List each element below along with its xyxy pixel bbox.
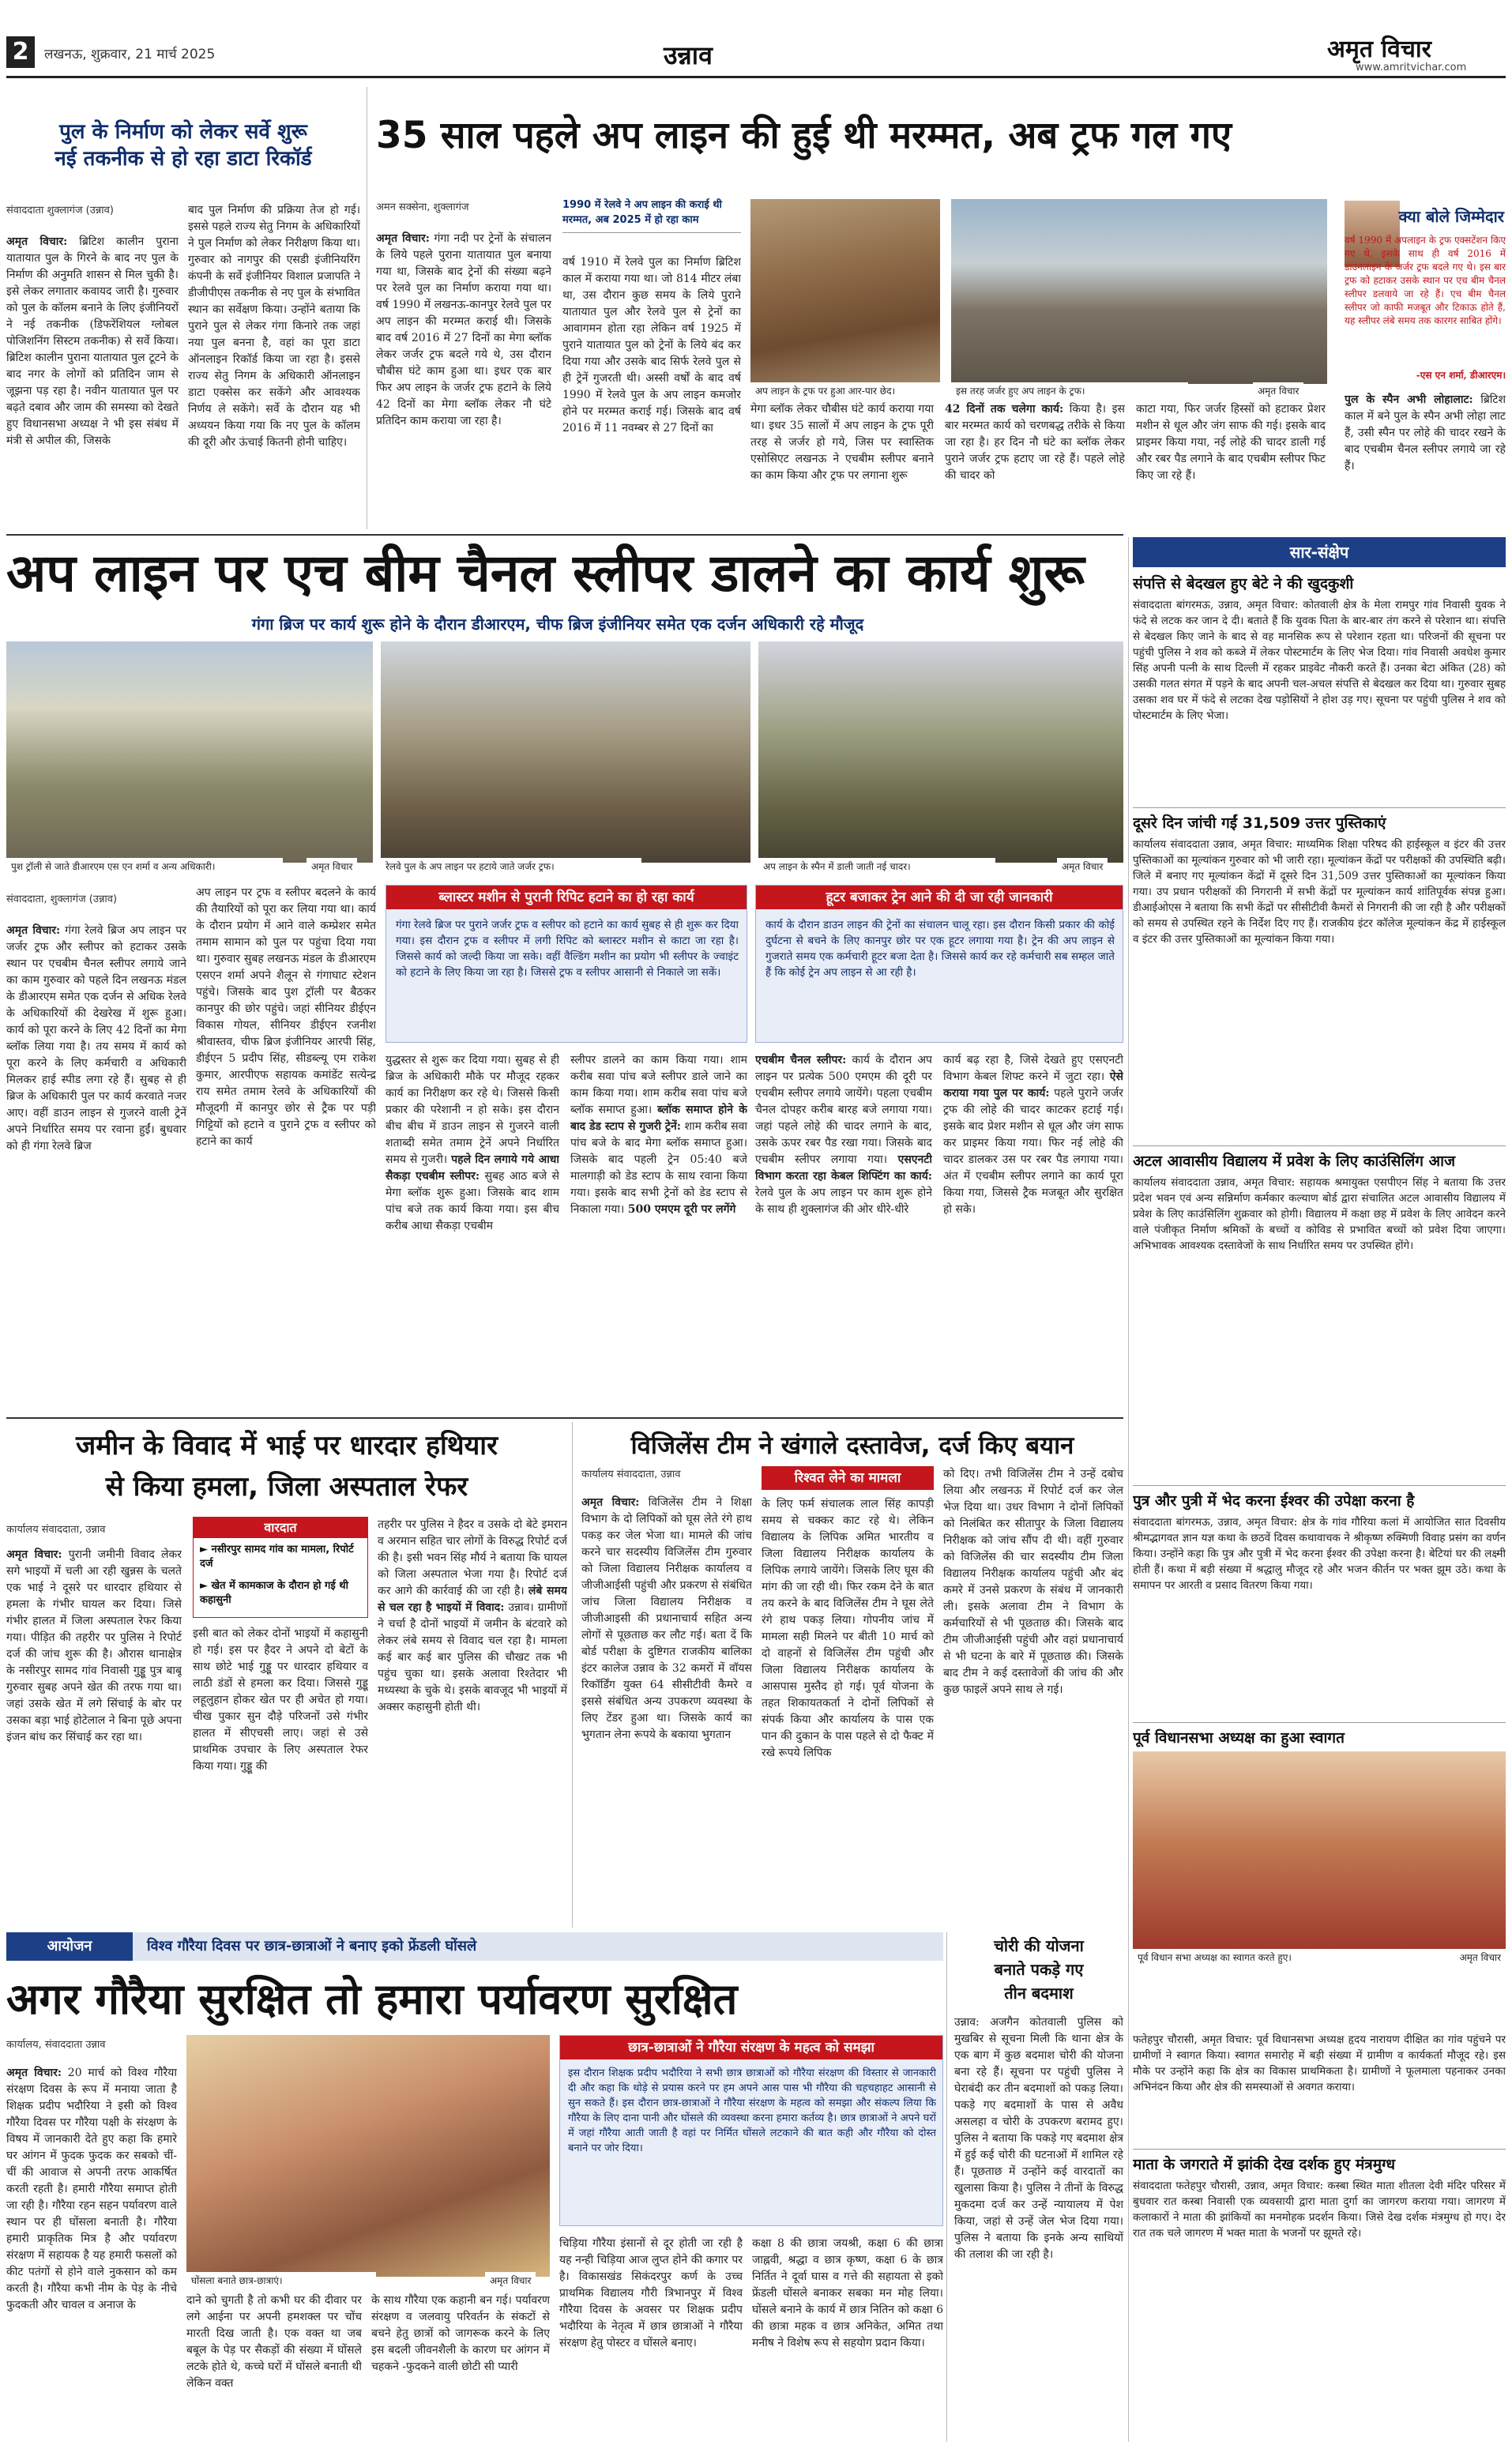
subhead: ब्लॉक समाप्त होने के बाद डेड स्टाप से गुजरी ट्रेनें: — [570, 1104, 747, 1133]
website: www.amritvichar.com — [1356, 62, 1467, 73]
subhead: गंगा ब्रिज पर कार्य शुरू होने के दौरान डीआरएम, चीफ ब्रिज इंजीनियर समेत एक दर्जन अधिकारी रहे मौजूद — [251, 615, 864, 634]
dateline: अमृत विचार: — [6, 924, 61, 937]
column-1 — [6, 1547, 182, 1926]
paragraph: तहरीर पर पुलिस ने हैदर व उसके दो बेटे इमरान व अरमान सहित चार लोगों के विरुद्ध रिपोर्ट दर्ज की है। इसी भवन सिंह मौर्य ने बताया कि घायल को जिला अस्पताल भेजा गया है। रिपोर्ट दर्ज कर आगे की कार्रवाई की जा रही है। — [378, 1518, 567, 1597]
brief-item-text — [1133, 2032, 1506, 2142]
story-vigilance — [581, 1422, 1123, 1928]
headline-line1: जमीन के विवाद में भाई पर धारदार हथियार — [75, 1430, 498, 1461]
photo-caption: पूर्व विधान सभा अध्यक्ष का स्वागत करते हुए। — [1133, 1949, 1296, 1965]
headline — [6, 1425, 567, 1507]
brief-headline: अटल आवासीय विद्यालय में प्रवेश के लिए काउंसिलिंग आज — [1133, 1153, 1456, 1170]
paragraph: ब्रिटिश कालीन पुराना यातायात पुल के गिरने के बाद नए पुल के निर्माण की अनुमति शासन से मिल चुकी है। इसे लेकर लगातार कवायद जारी है। गुरुवार को पुल के कॉलम बनाने के लिए इंजीनियरों ने नई तकनीक (डिफरेंशियल ग्लोबल पोजिशनिंग सिस्टम तकनीक) से सर्वे किया। ब्रिटिश कालीन पुराना यातायात पुल टूटने के बाद नगर के लोगों को प्रतिदिन जाम से जूझना पड़ रहा है। नवीन यातायात पुल पर बढ़ते दबाव और जाम की समस्या को देखते हुए विधानसभा अध्यक्ष ने भी इस संबंध में मंत्री से अपील की, जिसके — [6, 235, 179, 447]
byline: कार्यालय, संवाददाता उन्नाव — [6, 2039, 106, 2051]
paragraph: औरास थानाक्षेत्र के नसीरपुर सामद गांव निवासी गुड्डू पुत्र बाबू गुरुवार सुबह अपने खेत की तरफ गया था। जहां उसके खेत में लगे सिंचाई के बोर पर उसका बड़ा भाई होटेलाल ने बिना पूछे अपना इंजन बांध कर सिंचाई कर रहा था। — [6, 1648, 182, 1743]
subhead: लंबे समय से चल रहा है भाइयों में विवाद: — [378, 1585, 567, 1614]
info-box-hooter — [755, 885, 1123, 1043]
brand-logo: अमृत विचार — [1327, 36, 1431, 63]
box-title: हूटर बजाकर ट्रेन आने की दी जा रही जानकारी — [756, 886, 1123, 909]
photo-damaged-trough — [951, 199, 1327, 384]
box-title: छात्र-छात्राओं ने गौरैया संरक्षण के महत्व को समझा — [560, 2036, 942, 2059]
paragraph: गंगा रेलवे ब्रिज अप लाइन पर जर्जर ट्रफ और स्लीपर को हटाकर उसके स्थान पर एचबीम चैनल स्लीपर लगाये जाने का काम गुरुवार को पहले दिन लखनऊ मंडल के डीआरएम समेत एक दर्जन से अधिक रेलवे के अधिकारियों की देखरेख में शुरू हुआ। कार्य को पूरा करने के लिए 42 दिनों का मेगा ब्लॉक लिया गया है। तय समय में कार्य को पूरा करने के लिए कर्मचारी व अधिकारी मिलकर हाई स्पीड लगा रहे हैं। सुबह से ही ब्रिज के अधिकारी पुल पर कार्य करवाते नजर आए। वहीं डाउन लाइन से गुजरने वाली ट्रेनें अपने निर्धारित समय पर रवाना हुईं। बुधवार को ही गंगा रेलवे ब्रिज — [6, 924, 186, 1153]
headline-line1: पुल के निर्माण को लेकर सर्वे शुरू — [59, 120, 307, 144]
column-2: इसी बात को लेकर दोनों भाइयों में कहासुनी हो गई। इस पर हैदर ने अपने दो बेटों के साथ छोटे भाई गुड्डू पर धारदार हथियार व लाठी डंडों से हमला कर दिया। जिससे गुड्डू लहूलुहान होकर खेत पर ही अचेत हो गया। चीख पुकार सुन दौड़े परिजनों उसे गंभीर हालत में सीएचसी लाए। जहां से उसे प्राथमिक उपचार के लिए अस्पताल रेफर किया गया। गुड्डू की — [193, 1627, 368, 1773]
dateline: अमृत विचार: — [6, 1548, 62, 1561]
box-title: ब्लास्टर मशीन से पुरानी रिपिट हटाने का हो रहा कार्य — [386, 886, 747, 909]
bullet-1: ► नसीरपुर सामद गांव का मामला, रिपोर्ट दर्ज — [200, 1544, 354, 1570]
photo-welcome — [1133, 1751, 1506, 1949]
photo-students-nests — [186, 2035, 550, 2277]
story-35-years — [376, 87, 1338, 529]
photo-trough-hole — [750, 199, 940, 384]
brief-item — [1133, 1145, 1506, 1477]
note-text: ब्रिटिश काल में बने पुल के स्पैन अभी लोहा लाट हैं, उसी स्पैन पर लोहे की चादर रखने के बाद एचबीम चैनल स्लीपर लगाये जा रहे हैं। — [1345, 393, 1506, 472]
column-5: कक्षा 8 की छात्रा जयश्री, कक्षा 6 की छात्रा जाह्नवी, श्रद्धा व छात्र कृष्ण, कक्षा 6 के छात्र निर्तित ने दूर्वा घास व गत्ते की सहायता से इको फ्रेंडली घोंसले बनाकर सबका मन मोह लिया। घोंसले बनाने के कार्य में छात्र नितिन को कक्षा 6 की छात्रा महक व छात्र अनिकेत, अमित तथा मनीष ने विशेष रूप से सहयोग प्रदान किया। — [752, 2237, 943, 2349]
section-label: आयोजन — [6, 1932, 133, 1961]
brief-text: संवाददाता बांगरमऊ, उन्नाव, अमृत विचार: क्षेत्र के गांव गौरिया कलां में आयोजित सात दिवसीय श्रीमद्भागवत ज्ञान यज्ञ कथा के छठवें दिवस कथावाचक ने श्रीकृष्ण रुक्मिणी विवाह प्रसंग का वर्णन किया। उन्होंने कहा कि पुत्र और पुत्री में भेद करना ईश्वर की उपेक्षा करना है। बेटियां घर की लक्ष्मी होती हैं। कथा में बड़ी संख्या में श्रद्धालु मौजूद रहे और भजन कीर्तन पर भक्त झूम उठे। कथा के समापन पर आरती व प्रसाद वितरण किया गया। — [1133, 1516, 1506, 1592]
officials-box — [1345, 197, 1506, 529]
column-2: दाने को चुगती है तो कभी घर की दीवार पर लगे आईना पर अपनी हमशक्ल पर चोंच मारती दिख जाती है। एक वक्त था जब बबूल के पेड़ पर सैकड़ों की संख्या में घोंसले लटके होते थे, कच्चे घरों में घोंसले बनाती थी लेकिन वक्त — [186, 2294, 362, 2390]
photo-credit: अमृत विचार — [485, 2272, 536, 2289]
paragraph: रेलवे पुल के अप लाइन पर काम शुरू होने के साथ ही शुक्लागंज की ओर धीरे-धीरे — [755, 1187, 932, 1216]
headline: 35 साल पहले अप लाइन की हुई थी मरम्मत, अब ट्रफ गल गए — [376, 114, 1232, 157]
column-2: अप लाइन पर ट्रफ व स्लीपर बदलने के कार्य की तैयारियों को पूरा कर लिया गया था। कार्य के दौरान प्रयोग में आने वाले कम्प्रेशर समेत तमाम सामान को पुल पर पहुंचा दिया गया था। गुरुवार सुबह लखनऊ मंडल के डीआरएम एसएन शर्मा अपने शैलून से गंगाघाट स्टेशन पहुंचे। जिसके बाद पुश ट्रॉली पर बैठकर कानपुर की छोर पहुंचे। जहां सीनियर डीईएन विकास गोयल, सीनियर डीईएन रजनीश श्रीवास्तव, चीफ ब्रिज इंजीनियर आरपी सिंह, डीईएन 5 प्रदीप सिंह, सीडब्ल्यू एम राकेश कुमार, आरपीएफ सहायक कमांडेंट सत्येन्द्र राय समेत तमाम रेलवे के अधिकारियों की मौजूदगी में कानपुर छोर से ट्रैक पर पड़ी गिट्टियों को हटाने व पुराने ट्रफ व स्लीपर को हटाने का कार्य — [196, 886, 376, 1148]
subhead: पहले दिन लगाये गये आधा सैकड़ा एचबीम स्लीपर: — [386, 1153, 559, 1183]
headline-line3: तीन बदमाश — [1004, 1984, 1074, 2003]
column-5 — [755, 1052, 932, 1412]
column-4: चिड़िया गौरैया इंसानों से दूर होती जा रही है यह नन्ही चिड़िया आज लुप्त होने की कगार पर है। विकासखंड सिकंदरपुर कर्ण के उच्च प्राथमिक विद्यालय गौरी त्रिभानपुर में विश्व गौरैया दिवस के अवसर पर शिक्षक प्रदीप भदौरिया के नेतृत्व में छात्र छात्राओं ने गौरैया संरक्षण हेतु पोस्टर व घोंसले बनाए। — [559, 2237, 743, 2349]
brief-item — [1133, 1485, 1506, 1714]
sidebar-briefs — [1133, 537, 1506, 2442]
column-2: बाद पुल निर्माण की प्रक्रिया तेज हो गई। इससे पहले राज्य सेतु निगम के अधिकारियों ने पुल निर्माण को लेकर निरीक्षण किया था। गुरुवार को नागपुर की एसडी इंजीनियरिंग कंपनी के सर्वे इंजीनियर विशाल प्रजापति ने डीजीपीएस तकनीक से नए पुल के संभावित स्थान का सर्वेक्षण किया। उन्होंने बताया कि पुराने पुल से लेकर गंगा किनारे तक जहां नया पुल बनना है, वहां का पूरा डाटा ऑनलाइन रिकॉर्ड किया जा रहा है। इससे राज्य सेतु निगम के अधिकारी ऑनलाइन डाटा एक्सेस कर सकेंगे और आवश्यक निर्णय ले सकेंगे। सर्वे के दौरान यह भी अध्ययन किया गया कि नए पुल के कॉलम की दूरी और ऊंचाई कितनी होनी चाहिए। — [188, 204, 360, 449]
column-2: वर्ष 1910 में रेलवे पुल का निर्माण ब्रिटिश काल में कराया गया था। जो 814 मीटर लंबा था, उस दौरान कुछ समय के लिये पुराने यातायात पुल और रेलवे पुल से ट्रेनों का आवागमन होता रहा लेकिन वर्ष 1925 में पुराने यातायात पुल को ट्रेनों के लिये बंद कर दिया गया और उसके बाद सिर्फ रेलवे पुल से ही ट्रेनें गुजरती थी। अस्सी वर्षों के बाद वर्ष 1990 में रेलवे पुल के अप लाइन कमजोर होने पर मरम्मत कराई गई। जिसके बाद वर्ष 2016 में 11 नवम्बर से 27 दिनों का — [562, 256, 741, 434]
column-4 — [570, 1052, 747, 1412]
masthead-rule — [6, 76, 1506, 78]
paragraph: 20 मार्च को विश्व गौरैया संरक्षण दिवस के रूप में मनाया जाता है शिक्षक प्रदीप भदौरिया ने इसी को विश्व गौरैया दिवस पर गौरैया पक्षी के संरक्षण के विषय में जानकारी देते हुए कहा कि हमारे घर आंगन में फुदक फुदक कर सबको चीं-चीं की आवाज से अपनी तरफ आकर्षित करती रहती है। हमारी गौरैया समाप्त होती जा रही है। गौरैया रहन सहन पर्यावरण वाले स्थान पर ही घोंसला बनाती है। — [6, 2067, 177, 2229]
subhead: ऐसे कराया गया पुल पर कार्य: — [943, 1070, 1123, 1100]
note-lead: पुल के स्पैन अभी लोहालाट: — [1345, 393, 1473, 406]
box-text: कार्य के दौरान डाउन लाइन की ट्रेनों का संचालन चालू रहा। इस दौरान किसी प्रकार की कोई दुर्घटना से बचने के लिए कानपुर छोर पर एक हूटर लगाया गया है। ट्रेन की अप लाइन से गुजराते समय एक कर्मचारी हूटर बजा देता है। जिससे कार्य कर रहे कर्मचारी सब सम्हल जाते हैं कि कोई ट्रेन अप लाइन से आ रही है। — [765, 919, 1115, 979]
column-6 — [943, 1052, 1123, 1412]
column-1 — [6, 2065, 177, 2441]
masthead — [0, 0, 1512, 73]
byline: कार्यालय संवाददाता, उन्नाव — [581, 1469, 681, 1480]
divider — [946, 1932, 947, 2442]
paragraph: स्लीपर डालने का काम किया गया। शाम करीब सवा पांच बजे स्लीपर डाले जाने का काम किया गया। शाम करीब सवा पांच बजे ब्लॉक समाप्त हुआ। — [570, 1054, 747, 1116]
subhead: 42 दिनों तक चलेगा कार्य: — [945, 403, 1064, 416]
paragraph: शाम करीब सवा पांच बजे के बाद मेगा ब्लॉक समाप्त हुआ। जिसके बाद पहली ट्रेन 05:40 बजे मालगाड़ी को डेड स्टाप के साथ रवाना किया गया। इसके बाद सभी ट्रेनों को डेड स्टाप से निकाला गया। — [570, 1120, 747, 1216]
box-text: इस दौरान शिक्षक प्रदीप भदौरिया ने सभी छात्र छात्राओं को गौरैया संरक्षण की विस्तार से जानकारी दी और कहा कि थोड़े से प्रयास करने पर हम अपने आस पास भी गौरैया की चहचहाहट आसानी से सुन सकते हैं। इस दौरान छात्र-छात्राओं ने गौरैया संरक्षण के महत्व को समझा और संकल्प लिया कि गौरैया के लिए दाना पानी और घोंसले की व्यवस्था करना हमारा कर्तव्य है। छात्र छात्राओं ने अपने घरों में जहां गौरैया आती जाती है वहां पर निर्मित घोंसले लटकाने की बात कही और गौरैया को दोस्त बनाने पर जोर दिया। — [568, 2067, 936, 2154]
divider — [6, 1417, 1123, 1419]
column-4 — [945, 401, 1125, 528]
headline — [954, 1934, 1123, 2005]
paragraph: उन्नाव। ग्रामीणों ने चर्चा है दोनों भाइयों में जमीन के बंटवारे को लेकर लंबे समय से विवाद चल रहा है। मामला कई बार कई बार पुलिस की चौखट तक भी पहुंच चुका था। इसके अलावा रिश्तेदार भी मध्यस्था के चुके थे। इसके बावजूद भी भाइयों में अक्सर कहासुनी होती थी। — [378, 1601, 567, 1713]
photo-new-sheet — [758, 641, 1123, 863]
paragraph: विजिलेंस टीम ने शिक्षा विभाग के दो लिपिकों को घूस लेते रंगे हाथ पकड़ कर जेल भेजा था। मामले की जांच करने चार सदस्यीय विजिलेंस टीम गुरुवार को जिला विद्यालय निरीक्षक कार्यालय व जीजीआईसी पहुंची और प्रकरण से संबंधित जांच जिला विद्यालय निरीक्षक व जीजीआइसी की प्रधानाचार्य सहित अन्य लोगों से पूछताछ कर लौट गई। — [581, 1496, 752, 1642]
box-title: क्या बोले जिम्मेदार — [1398, 207, 1504, 226]
brief-headline: पूर्व विधानसभा अध्यक्ष का हुआ स्वागत — [1133, 1729, 1345, 1747]
section-title: उन्नाव — [664, 40, 713, 70]
paragraph: को दिए। तभी विजिलेंस टीम ने उन्हें दबोच लिया और लखनऊ में रिपोर्ट दर्ज कर जेल भेज दिया था। उधर विभाग ने दोनों लिपिकों को निलंबित कर सीतापुर के जिला विद्यालय निरीक्षक को जांच सौंप दी थी। — [943, 1468, 1123, 1547]
incident-box — [193, 1517, 368, 1618]
headline: विजिलेंस टीम ने खंगाले दस्तावेज, दर्ज किए बयान — [630, 1431, 1074, 1460]
byline: अमन सक्सेना, शुक्लागंज — [376, 201, 469, 213]
photo-caption: इस तरह जर्जर हुए अप लाइन के ट्रफ। — [951, 382, 1188, 399]
box-title: रिश्वत लेने का मामला — [762, 1466, 934, 1490]
brief-item — [1133, 2149, 1506, 2441]
dateline: लखनऊ, शुक्रवार, 21 मार्च 2025 — [44, 47, 216, 62]
column-3: मेगा ब्लॉक लेकर चौबीस घंटे कार्य कराया गया था। इधर 35 सालों में अप लाइन के ट्रफ पूरी तरह से जर्जर हो गये, जिस पर स्वास्तिक एसोसिएट लखनऊ ने एचबीम स्लीपर बनाने का काम किया और ट्रफ पर लगाना शुरू — [750, 403, 934, 482]
brief-text: संवाददाता बांगरमऊ, उन्नाव, अमृत विचार: कोतवाली क्षेत्र के मेला रामपुर गांव निवासी युवक ने फंदे से लटक कर जान दे दी। बताते हैं कि युवक पिता के बार-बार तंग करने से परेशान था। संपत्ति से बेदखल किए जाने के बाद से वह मानसिक रूप से परेशान रहता था। परिजनों की सूचना पर पहुंची पुलिस ने शव को कब्जे में लेकर पोस्टमार्टम के लिए भेज दिया। गांव निवासी अवधेश कुमार सिंह अपनी पत्नी के साथ दिल्ली में रहकर प्राइवेट नौकरी करते हैं। उनका बेटा अंकित (28) को उसकी गलत संगत में पड़ने के बाद अपनी चल-अचल संपत्ति से बेदखल कर दिया था। गुरुवार सुबह उसका शव घर में फंदे से लटका देख पड़ोसियों ने होश उड़ गए। सूचना पर पहुंची पुलिस ने शव को पोस्टमार्टम के लिए भेजा। — [1133, 599, 1506, 722]
story-theft — [954, 1932, 1123, 2442]
brief-text: कार्यालय संवाददाता उन्नाव, अमृत विचार: माध्यमिक शिक्षा परिषद की हाईस्कूल व इंटर की उत्तर पुस्तिकाओं का मूल्यांकन गुरुवार को भी जारी रहा। मूल्यांकन केंद्रों पर परीक्षकों की उपस्थिति बढ़ी। जिले में बनाए गए मूल्यांकन केंद्रों में दूसरे दिन 31,509 उत्तर पुस्तिकाओं का मूल्यांकन किया गया। उप प्रधान परीक्षकों की निगरानी में सभी केंद्रों पर मूल्यांकन कार्य शांतिपूर्वक संपन्न हुआ। डीआईओएस ने बताया कि सभी केंद्रों पर सीसीटीवी कैमरों से निगरानी की जा रही है और परीक्षकों को समय से उपस्थित रहने के निर्देश दिए गए हैं। राजकीय इंटर कॉलेज मूल्यांकन केंद्र में हाईस्कूल व इंटर की उत्तर पुस्तिकाओं का मूल्यांकन किया गया। — [1133, 838, 1506, 946]
dateline: अमृत विचार: — [376, 232, 430, 245]
brief-headline: संपत्ति से बेदखल हुए बेटे ने की खुदकुशी — [1133, 575, 1354, 592]
story-sparrow — [6, 1932, 943, 2442]
body: उन्नाव: अजगैन कोतवाली पुलिस को मुखबिर से सूचना मिली कि थाना क्षेत्र के एक बाग में कुछ बदमाश चोरी की योजना बना रहे हैं। सूचना पर पहुंची पुलिस ने घेराबंदी कर तीन बदमाशों को पकड़ लिया। पकड़े गए बदमाशों के पास से अवैध असलहा व चोरी के उपकरण बरामद हुए। पुलिस ने बताया कि पकड़े गए बदमाश क्षेत्र में हुई कई चोरी की घटनाओं में शामिल रहे हैं। पूछताछ में उन्होंने कई वारदातों का खुलासा किया है। पुलिस ने तीनों के विरुद्ध मुकदमा दर्ज कर उन्हें न्यायालय में पेश किया, जहां से उन्हें जेल भेज दिया गया। पुलिस ने बताया कि इनके अन्य साथियों की तलाश की जा रही है। — [954, 2016, 1123, 2261]
photo-push-trolley — [6, 641, 373, 863]
brief-headline: माता के जगराते में झांकी देख दर्शक हुए मंत्रमुग्ध — [1133, 2156, 1396, 2173]
paragraph: पुरानी जमीनी विवाद लेकर सगे भाइयों में चली आ रही खुन्नस के चलते एक भाई ने दूसरे पर धारदार हथियार से हमला के गंभीर घायल कर दिया। जिसे गंभीर हालत में जिला अस्पताल रेफर किया गया। पीड़ित की तहरीर पर पुलिस ने रिपोर्ट दर्ज की जांच शुरू की है। — [6, 1548, 182, 1661]
photo-credit: अमृत विचार — [1253, 382, 1303, 399]
paragraph: पहले पुराने जर्जर ट्रफ की लोहे की चादर काटकर हटाई गई। इसके बाद प्रेशर मशीन से धूल और जंग साफ कर प्राइमर किया गया। फिर नई लोहे की चादर डालकर उस पर रबर पैड लगाया गया। अंत में एचबीम स्लीपर लगाने का कार्य पूरा किया गया, जिससे ट्रैक मजबूत और सुरक्षित हो सके। — [943, 1087, 1123, 1216]
info-box-students — [559, 2035, 943, 2226]
subhead: एसएनटी विभाग करता रहा केबल शिफ्टिंग का कार्य: — [755, 1153, 932, 1183]
page-number: 2 — [6, 36, 35, 68]
sidebar-title: सार-संक्षेप — [1289, 543, 1349, 562]
column-1 — [376, 231, 551, 527]
brief-item — [1133, 1722, 1506, 2022]
photo-credit: अमृत विचार — [1455, 1949, 1506, 1965]
photo-credit: अमृत विचार — [307, 858, 357, 875]
column-1 — [581, 1495, 752, 1926]
box-title: वारदात — [194, 1518, 367, 1538]
bullet-2: ► खेत में कामकाज के दौरान हो गई थी कहासुनी — [200, 1580, 348, 1606]
photo-removing-trough — [381, 641, 750, 863]
brief-item — [1133, 807, 1506, 1139]
story-hbeam — [6, 537, 1123, 1414]
divider — [1128, 537, 1129, 2442]
story-land-dispute — [6, 1422, 567, 1928]
divider — [6, 534, 1123, 536]
byline: संवाददाता शुक्लागंज (उन्नाव) — [6, 205, 114, 216]
column-3 — [386, 1052, 559, 1412]
photo-caption: पुश ट्रॉली से जाते डीआरएम एस एन शर्मा व अन्य अधिकारी। — [6, 858, 283, 875]
subhead: 500 एमएम दूरी पर लगेंगे — [627, 1203, 736, 1216]
divider — [572, 1422, 573, 1928]
headline-line2: से किया हमला, जिला अस्पताल रेफर — [105, 1471, 468, 1503]
signature: -एस एन शर्मा, डीआरएम। — [1416, 370, 1506, 381]
headline-line1: चोरी की योजना — [994, 1936, 1084, 1955]
byline: कार्यालय संवाददाता, उन्नाव — [6, 1524, 106, 1536]
paragraph: कार्य के दौरान अप लाइन पर प्रत्येक 500 एमएम की दूरी पर एचबीम स्लीपर लगाये जायेंगे। पहला एचबीम चैनल दोपहर करीब बारह बजे लगाया गया। जहां पहले लोहे की चादर लगाने के बाद, उसके ऊपर रबर पैड रखा गया। जिसके बाद एचबीम स्लीपर लगाया गया। — [755, 1054, 932, 1166]
headline — [6, 118, 360, 172]
paragraph: वहीं गुरुवार को विजिलेंस की चार सदस्यीय टीम जिला विद्यालय निरीक्षक कार्यालय पहुंची और बंद कमरे में उनसे प्रकरण के संबंध में जानकारी ली। इसके अलावा टीम ने विभाग के कर्मचारियों से भी पूछताछ की। जिसके बाद टीम जीजीआईसी पहुंची और वहां प्रधानाचार्य से भी घटना के बारे में पूछताछ की। जिसके बाद टीम ने कई दस्तावेजों की जांच की और कुछ फाइलें अपने साथ ले गई। — [943, 1534, 1123, 1696]
headline-line2: नई तकनीक से हो रहा डाटा रिकॉर्ड — [55, 147, 312, 171]
paragraph: गौरैया हमारी प्राकृतिक मित्र है और पर्यावरण संरक्षण में सहायक है यह हमारी फसलों को कीट पतंगों से होने वाले नुकसान को कम करती है। गौरैया कभी नीम के पेड़ के नीचे फुदकती और चावल व अनाज के — [6, 2216, 177, 2311]
brief-text: संवाददाता फतेहपुर चौरासी, उन्नाव, अमृत विचार: कस्बा स्थित माता शीतला देवी मंदिर परिसर में बुधवार रात कस्बा निवासी एक व्यवसायी द्वारा माता दुर्गा का जागरण कराया गया। जागरण में कलाकारों ने माता की झांकियों का मनमोहक प्रदर्शन किया। जिसे देख दर्शक मंत्रमुग्ध हो गए। देर रात तक चले जागरण में भक्त माता के भजनों पर झूमते रहे। — [1133, 2180, 1506, 2240]
brief-text: कार्यालय संवाददाता उन्नाव, अमृत विचार: सहायक श्रमायुक्त एसपीएन सिंह ने बताया कि उत्तर प्रदेश भवन एवं अन्य सन्निर्माण कर्मकार कल्याण बोर्ड द्वारा संचालित अटल आवासीय विद्यालय में प्रवेश के लिए काउंसिलिंग शुक्रवार को होगी। विद्यालय में कक्षा छह में प्रवेश के लिए आवेदन करने वाले पंजीकृत निर्माण श्रमिकों के बच्चों व कोविड से प्रभावित बच्चों को प्रवेश दिया जाएगा। अभिभावक आवश्यक दस्तावेजों के साथ निर्धारित समय पर उपस्थित होंगे। — [1133, 1176, 1506, 1252]
box-text: गंगा रेलवे ब्रिज पर पुराने जर्जर ट्रफ व स्लीपर को हटाने का कार्य सुबह से ही शुरू कर दिया गया। इस दौरान ट्रफ व स्लीपर में लगी रिपिट को ब्लास्टर मशीन से काटा जा रहा है। जिससे कार्य को जल्दी किया जा सके। वहीं वैल्डिंग मशीन का प्रयोग भी स्लीपर के ज्वाइंट को हटाने के लिए किया जा रहा है। जिससे ट्रफ व स्लीपर आसानी से निकाले जा सकें। — [396, 919, 739, 979]
paragraph: युद्धस्तर से शुरू कर दिया गया। सुबह से ही ब्रिज के अधिकारी मौके पर मौजूद रहकर कार्य का निरीक्षण कर रहे थे। जिससे किसी प्रकार की परेशानी न हो सके। इस दौरान बीच बीच में डाउन लाइन से गुजरने वाली शताब्दी समेत तमाम ट्रेनें अपने निर्धारित समय से गुजरी। — [386, 1054, 559, 1166]
photo-caption: रेलवे पुल के अप लाइन पर हटाये जाते जर्जर ट्रफ। — [381, 858, 641, 875]
brief-headline: दूसरे दिन जांची गईं 31,509 उत्तर पुस्तिकाएं — [1133, 814, 1386, 832]
column-1 — [6, 923, 186, 1412]
pull-quote: 1990 में रेलवे ने अप लाइन की कराई थी मरम्मत, अब 2025 में हो रहा काम — [562, 197, 741, 233]
photo-caption: अप लाइन के ट्रफ पर हुआ आर-पार छेद। — [750, 382, 940, 399]
subhead: एचबीम चैनल स्लीपर: — [755, 1054, 847, 1066]
paragraph: किया है। इस बार मरम्मत कार्य को चरणबद्ध तरीके से किया जा रहा है। हर दिन नौ घंटे का ब्लॉक लेकर पुराने जर्जर ट्रफ हटाए जा रहे हैं। पहले लोहे की चादर को — [945, 403, 1125, 482]
headline-line2: बनाते पकड़े गए — [994, 1960, 1084, 1979]
quote-text: वर्ष 1990 में अपलाइन के ट्रफ एक्सटेंशन किए गए थे, इसके साथ ही वर्ष 2016 में डाउनलाइन के जर्जर ट्रफ बदले गए थे। इस बार ट्रफ को हटाकर उसके स्थान पर एच बीम चैनल स्लीपर डलवाये जा रहे हैं। एच बीम चैनल स्लीपर जो काफी मजबूत और टिकाऊ होते हैं, यह स्लीपर लंबे समय तक कारगर साबित होंगे। — [1345, 235, 1506, 326]
brief-item — [1133, 574, 1506, 803]
note — [1345, 392, 1506, 526]
column-5: काटा गया, फिर जर्जर हिस्सों को हटाकर प्रेशर मशीन से धूल और जंग साफ की गई। इसके बाद प्राइमर किया गया, नई लोहे की चादर डाली गई और रबर पैड लगाने के बाद एचबीम स्लीपर फिट किए जा रहे हैं। — [1136, 403, 1326, 482]
headline: अप लाइन पर एच बीम चैनल स्लीपर डालने का कार्य शुरू — [6, 543, 1085, 604]
kicker: विश्व गौरैया दिवस पर छात्र-छात्राओं ने बनाए इको फ्रेंडली घोंसले — [133, 1932, 943, 1961]
paragraph: गंगा नदी पर ट्रेनों के संचालन के लिये पहले पुराना यातायात पुल बनाया गया था, जिसके बाद ट्रेनों की संख्या बढ़ने पर रेलवे पुल का निर्माण कराया गया था। वर्ष 1990 में लखनऊ-कानपुर रेलवे पुल पर अप लाइन की मरम्मत कराई थी। जिसके बाद वर्ष 2016 में 27 दिनों का मेगा ब्लॉक लेकर जर्जर ट्रफ बदले गये थे, उस दौरान चौबीस घंटे काम हुआ था। इधर एक बार फिर अप लाइन के जर्जर ट्रफ हटाने के लिये 42 दिनों का मेगा ब्लॉक लेकर नौ घंटे प्रतिदिन काम कराया जा रहा है। — [376, 232, 551, 427]
brief-text: फतेहपुर चौरासी, अमृत विचार: पूर्व विधानसभा अध्यक्ष हृदय नारायण दीक्षित का गांव पहुंचने पर ग्रामीणों ने स्वागत किया। स्वागत समारोह में बड़ी संख्या में ग्रामीण व कार्यकर्ता मौजूद रहे। इस मौके पर उन्होंने कहा कि क्षेत्र का विकास प्राथमिकता है। ग्रामीणों ने फूलमाला पहनाकर उनका अभिनंदन किया और क्षेत्र की समस्याओं से अवगत कराया। — [1133, 2033, 1506, 2093]
photo-credit: अमृत विचार — [1057, 858, 1108, 875]
story-bridge-survey — [6, 87, 360, 529]
photo-caption: अप लाइन के स्पैन में डाली जाती नई चादर। — [758, 858, 995, 875]
paragraph: बता दें कि बोर्ड परीक्षा के दुष्टिगत राजकीय बालिका इंटर कालेज उन्नाव के 32 कमरों में वॉयस रिकॉर्डिंग युक्त 64 सीसीटीवी कैमरे व इससे संबंधित अन्य उपकरण व्यवस्था के लिए टेंडर हुआ था। जिसके कार्य का भुगतान लेना रूपये के बकाया भुगतान — [581, 1629, 752, 1741]
column-2: के लिए फर्म संचालक लाल सिंह कापड़ी समय से चक्कर काट रहे थे। लेकिन विद्यालय के लिपिक अमित भारतीय व जिला विद्यालय निरीक्षक कार्यालय के लिपिक लगाये जायेंगे। जिसके लिए घूस की मांग की जा रही थी। फिर रकम देने के बात तय करने के बाद विजिलेंस टीम ने घूस लेते रंगे हाथ पकड़ लिया। गोपनीय जांच में मामला सही मिलने पर बीती 10 मार्च को दो वाहनों से विजिलेंस टीम पहुंची और जिला विद्यालय निरीक्षक कार्यालय के आसपास मुस्तैद हो गई। पूर्व योजना के तहत शिकायतकर्ता ने दोनों लिपिकों से संपर्क किया और कार्यालय के पास एक पान की दुकान के पास पहले से दो फैक्ट में रखे रूपये लिपिक — [762, 1498, 934, 1759]
column-3: के साथ गौरैया एक कहानी बन गई। पर्यावरण संरक्षण व जलवायु परिवर्तन के संकटों से बचने हेतु छात्रों को जागरूक करने के लिए इस बदली जीवनशैली के कारण घर आंगन में चहकने -फुदकने वाली छोटी सी प्यारी — [371, 2294, 550, 2373]
paragraph: सुबह आठ बजे से मेगा ब्लॉक शुरू हुआ। जिसके बाद शाम पांच बजे तक कार्य किया गया। इस बीच करीब आधा सैकड़ा एचबीम — [386, 1170, 559, 1232]
dateline: अमृत विचार: — [581, 1496, 640, 1509]
dateline: अमृत विचार: — [6, 2067, 62, 2079]
column-1 — [6, 234, 179, 526]
photo-caption: घोंसला बनाते छात्र-छात्राएं। — [186, 2272, 376, 2289]
paragraph: कार्य बढ़ रहा है, जिसे देखते हुए एसएनटी विभाग केबल शिफ्ट करने में जुटा रहा। — [943, 1054, 1123, 1083]
byline: संवाददाता, शुक्लागंज (उन्नाव) — [6, 893, 118, 905]
column-3 — [378, 1517, 567, 1926]
headline: अगर गौरैया सुरक्षित तो हमारा पर्यावरण सुरक्षित — [6, 1974, 738, 2024]
info-box-blaster — [386, 885, 747, 1043]
dateline: अमृत विचार: — [6, 235, 68, 248]
brief-headline: पुत्र और पुत्री में भेद करना ईश्वर की उपेक्षा करना है — [1133, 1492, 1415, 1510]
column-3 — [943, 1466, 1123, 1926]
